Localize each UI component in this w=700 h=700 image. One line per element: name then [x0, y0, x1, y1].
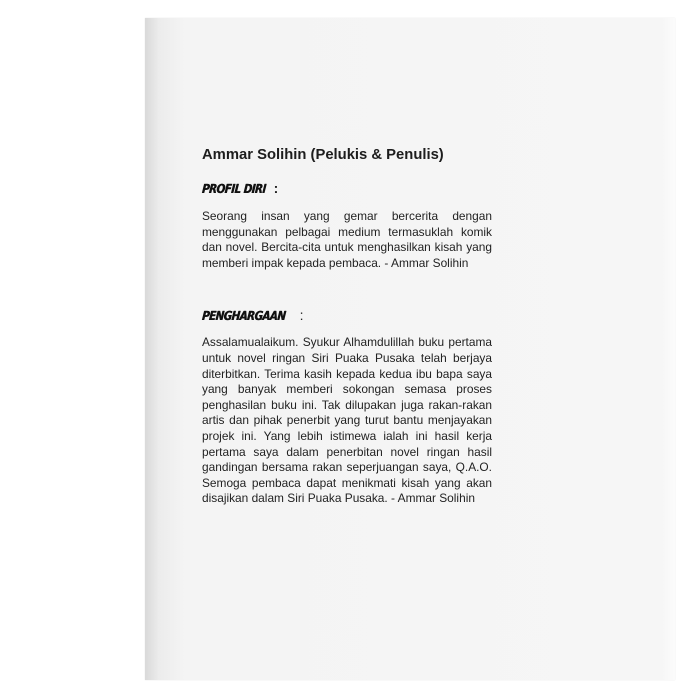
award-title: PENGHARGAAN: [201, 308, 287, 324]
award-heading: [202, 307, 492, 323]
profile-heading: [202, 180, 492, 196]
profile-paragraph: Seorang insan yang gemar bercerita dengan menggunakan pelbagai medium termasuklah komik dan novel. Bercita-cita untuk menghasilkan kisah yang memberi impak kepada pembaca. - Ammar Solihin: [202, 209, 492, 270]
book-page: [145, 18, 675, 680]
profile-title: PROFIL DIRI: [201, 181, 267, 196]
page-content: [202, 146, 492, 507]
award-paragraph: Assalamualaikum. Syukur Alhamdulillah buku pertama untuk novel ringan Siri Puaka Pusaka telah berjaya diterbitkan. Terima kasih kepada kedua ibu bapa saya yang banyak memberi sokongan semasa proses penghasilan buku ini. Tak dilupakan juga rakan-rakan artis dan pihak penerbit yang turut bantu menjayakan projek ini. Yang lebih istimewa ialah ini hasil kerja pertama saya dalam penerbitan novel ringan hasil gandingan bersama rakan seperjuangan saya, Q.A.O. Semoga pembaca dapat menikmati kisah yang akan disajikan dalam Siri Puaka Pusaka. - Ammar Solihin: [202, 335, 492, 506]
author-heading: Ammar Solihin (Pelukis & Penulis): [202, 147, 444, 163]
profile-colon: :: [273, 180, 279, 196]
award-colon: :: [299, 307, 304, 324]
